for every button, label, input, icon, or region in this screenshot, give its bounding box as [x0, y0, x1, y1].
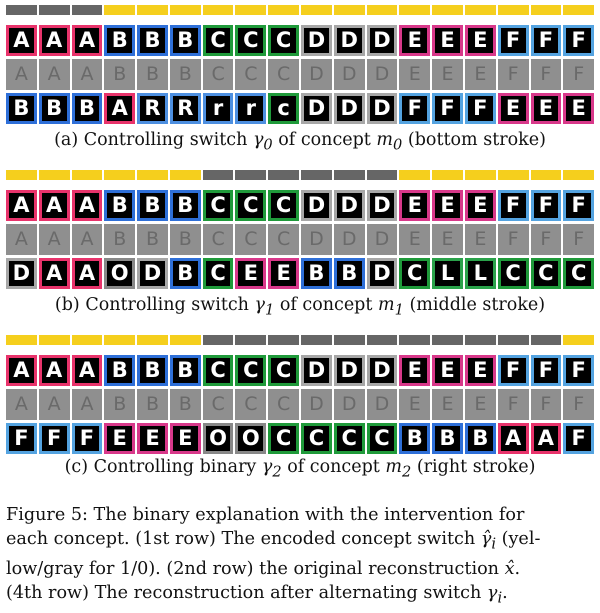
letter-tile: B [170, 258, 201, 289]
caption-prefix: Controlling binary [93, 457, 257, 477]
reconstruction-tile: D [367, 389, 398, 420]
letter-tile: C [268, 190, 299, 221]
letter-tile: C [203, 190, 234, 221]
letter-tile: E [465, 355, 496, 386]
concept-symbol: m [376, 130, 394, 150]
caption-suffix: (right stroke) [416, 457, 536, 477]
switch-off-cell [465, 335, 496, 345]
reconstruction-tile: F [531, 389, 562, 420]
letter-tile: E [399, 355, 430, 386]
letter-tile: C [203, 258, 234, 289]
letter-tile: E [399, 25, 430, 56]
letter-tile: F [531, 190, 562, 221]
reconstruction-tile: C [268, 224, 299, 255]
reconstruction-tile: B [104, 224, 135, 255]
reconstruction-tile: E [432, 59, 463, 90]
reconstruction-tile: F [563, 224, 594, 255]
switch-off-cell [235, 335, 266, 345]
letter-tile: D [301, 93, 332, 124]
letter-tile: C [399, 258, 430, 289]
switch-off-cell [301, 170, 332, 180]
reconstruction-tile: F [498, 59, 529, 90]
reconstruction-tile: A [6, 59, 37, 90]
reconstruction-tile: F [498, 389, 529, 420]
letter-tile: C [498, 258, 529, 289]
caption-text: each concept. (1st row) The encoded concept switch [6, 529, 476, 549]
switch-on-cell [432, 5, 463, 15]
reconstruction-tile: C [268, 59, 299, 90]
switch-on-cell [367, 5, 398, 15]
caption-mid: of concept [287, 457, 380, 477]
letter-tile: E [170, 423, 201, 454]
letter-tile: A [39, 25, 70, 56]
caption-text: (4th row) The reconstruction after alternating switch [6, 582, 482, 603]
letter-tile: F [531, 355, 562, 386]
reconstruction-row [6, 224, 594, 255]
subscript-i: i [497, 589, 503, 607]
letter-tile: C [235, 25, 266, 56]
reconstruction-tile: A [6, 224, 37, 255]
switch-on-cell [137, 5, 168, 15]
reconstruction-row [6, 59, 594, 90]
letter-tile: D [301, 355, 332, 386]
switch-off-cell [235, 170, 266, 180]
letter-tile: B [6, 93, 37, 124]
letter-tile: F [465, 93, 496, 124]
reconstruction-tile: E [432, 389, 463, 420]
reconstruction-tile: A [72, 59, 103, 90]
letter-tile: B [301, 258, 332, 289]
letter-tile: A [72, 355, 103, 386]
switch-on-cell [498, 170, 529, 180]
figure-caption-line-4 [6, 581, 592, 611]
caption-suffix: (bottom stroke) [407, 130, 546, 150]
x-hat-symbol: x̂ [504, 558, 515, 579]
switch-on-cell [170, 335, 201, 345]
letter-tile: A [39, 355, 70, 386]
letter-tile: E [465, 190, 496, 221]
letter-tile: E [465, 25, 496, 56]
letter-tile: B [465, 423, 496, 454]
switch-on-cell [399, 5, 430, 15]
reconstruction-tile: B [137, 59, 168, 90]
reconstruction-tile: A [72, 224, 103, 255]
reconstruction-tile: E [465, 59, 496, 90]
letter-tile: A [72, 258, 103, 289]
letter-tile: D [334, 190, 365, 221]
letter-tile: F [563, 190, 594, 221]
reconstruction-tile: C [203, 389, 234, 420]
switch-on-cell [465, 5, 496, 15]
intervened-row [6, 93, 594, 124]
switch-on-cell [137, 335, 168, 345]
switch-on-cell [203, 5, 234, 15]
letter-tile: C [301, 423, 332, 454]
letter-tile: F [563, 25, 594, 56]
switch-row [6, 5, 594, 15]
reconstruction-tile: F [531, 59, 562, 90]
letter-tile: F [39, 423, 70, 454]
letter-tile: C [235, 190, 266, 221]
caption-label: (b) [54, 295, 80, 315]
switch-off-cell [334, 335, 365, 345]
switch-row [6, 335, 594, 345]
letter-tile: L [465, 258, 496, 289]
reconstruction-tile: B [170, 59, 201, 90]
switch-off-cell [39, 5, 70, 15]
caption-text: . [502, 582, 508, 603]
switch-on-cell [531, 5, 562, 15]
reconstruction-tile: F [498, 224, 529, 255]
letter-tile: E [563, 93, 594, 124]
reconstruction-tile: D [334, 59, 365, 90]
encoded-row [6, 190, 594, 221]
concept-symbol: m [378, 295, 395, 315]
figure-caption-line-1: Figure 5: The binary explanation with the intervention for [6, 505, 525, 525]
letter-tile: C [268, 355, 299, 386]
letter-tile: B [334, 258, 365, 289]
switch-off-cell [203, 335, 234, 345]
reconstruction-row [6, 389, 594, 420]
reconstruction-tile: C [235, 389, 266, 420]
letter-tile: A [72, 190, 103, 221]
letter-tile: D [367, 25, 398, 56]
letter-tile: r [203, 93, 234, 124]
encoded-row [6, 355, 594, 386]
reconstruction-tile: D [301, 224, 332, 255]
switch-on-cell [399, 170, 430, 180]
letter-tile: E [137, 423, 168, 454]
concept-index: 2 [402, 463, 412, 481]
letter-tile: E [235, 258, 266, 289]
reconstruction-tile: B [137, 389, 168, 420]
switch-symbol: γ [261, 457, 273, 477]
letter-tile: E [268, 258, 299, 289]
reconstruction-tile: B [137, 224, 168, 255]
letter-tile: E [432, 190, 463, 221]
gamma-hat-symbol: γ̂ [480, 529, 492, 549]
intervened-row [6, 258, 594, 289]
letter-tile: C [235, 355, 266, 386]
switch-off-cell [432, 335, 463, 345]
subscript-i: i [491, 535, 497, 553]
switch-on-cell [432, 170, 463, 180]
letter-tile: A [39, 258, 70, 289]
switch-off-cell [399, 335, 430, 345]
letter-tile: O [203, 423, 234, 454]
reconstruction-tile: E [432, 224, 463, 255]
letter-tile: D [367, 93, 398, 124]
switch-off-cell [301, 335, 332, 345]
reconstruction-tile: E [399, 59, 430, 90]
caption-mid: of concept [278, 130, 371, 150]
letter-tile: F [498, 25, 529, 56]
letter-tile: C [203, 355, 234, 386]
letter-tile: c [268, 93, 299, 124]
letter-tile: E [104, 423, 135, 454]
figure-caption-line-2 [6, 527, 592, 557]
switch-on-cell [563, 5, 594, 15]
reconstruction-tile: B [170, 224, 201, 255]
caption-prefix: Controlling switch [83, 130, 248, 150]
reconstruction-tile: F [531, 224, 562, 255]
letter-tile: F [72, 423, 103, 454]
letter-tile: R [170, 93, 201, 124]
switch-off-cell [6, 5, 37, 15]
letter-tile: A [498, 423, 529, 454]
letter-tile: D [334, 93, 365, 124]
letter-tile: B [137, 190, 168, 221]
switch-on-cell [39, 170, 70, 180]
caption-label: (a) [54, 130, 79, 150]
caption-text: . [514, 558, 521, 579]
letter-tile: O [104, 258, 135, 289]
letter-tile: A [72, 25, 103, 56]
switch-off-cell [203, 170, 234, 180]
caption-text: (yel- [501, 529, 541, 549]
letter-tile: A [6, 25, 37, 56]
letter-tile: C [268, 423, 299, 454]
switch-symbol: γ [254, 295, 265, 315]
concept-index: 1 [394, 301, 404, 319]
reconstruction-tile: A [39, 224, 70, 255]
letter-tile: A [6, 190, 37, 221]
reconstruction-tile: C [235, 59, 266, 90]
intervened-row [6, 423, 594, 454]
figure-caption [6, 503, 592, 610]
letter-tile: B [104, 355, 135, 386]
letter-tile: B [170, 25, 201, 56]
letter-tile: B [39, 93, 70, 124]
letter-tile: C [367, 423, 398, 454]
switch-row [6, 170, 594, 180]
reconstruction-tile: E [465, 224, 496, 255]
reconstruction-tile: D [301, 59, 332, 90]
letter-tile: D [301, 190, 332, 221]
letter-tile: E [432, 25, 463, 56]
panel-caption [6, 457, 594, 481]
letter-tile: A [531, 423, 562, 454]
letter-tile: F [399, 93, 430, 124]
encoded-row [6, 25, 594, 56]
letter-tile: B [72, 93, 103, 124]
letter-tile: F [432, 93, 463, 124]
switch-off-cell [531, 335, 562, 345]
reconstruction-tile: E [399, 224, 430, 255]
switch-off-cell [268, 170, 299, 180]
switch-on-cell [465, 170, 496, 180]
letter-tile: B [399, 423, 430, 454]
gamma-symbol: γ [486, 582, 498, 603]
switch-on-cell [334, 5, 365, 15]
switch-on-cell [170, 170, 201, 180]
letter-tile: E [432, 355, 463, 386]
letter-tile: F [498, 355, 529, 386]
switch-on-cell [301, 5, 332, 15]
letter-tile: C [563, 258, 594, 289]
switch-on-cell [137, 170, 168, 180]
switch-off-cell [72, 5, 103, 15]
letter-tile: B [170, 355, 201, 386]
caption-mid: of concept [279, 295, 373, 315]
letter-tile: C [268, 25, 299, 56]
reconstruction-tile: D [301, 389, 332, 420]
letter-tile: A [39, 190, 70, 221]
caption-prefix: Controlling switch [85, 295, 249, 315]
switch-on-cell [563, 170, 594, 180]
switch-on-cell [72, 170, 103, 180]
reconstruction-tile: C [268, 389, 299, 420]
switch-on-cell [531, 170, 562, 180]
reconstruction-tile: E [465, 389, 496, 420]
letter-tile: E [498, 93, 529, 124]
letter-tile: D [6, 258, 37, 289]
reconstruction-tile: A [39, 59, 70, 90]
switch-on-cell [498, 5, 529, 15]
panel-caption [6, 295, 594, 319]
letter-tile: D [367, 355, 398, 386]
letter-tile: F [498, 190, 529, 221]
reconstruction-tile: F [563, 59, 594, 90]
letter-tile: L [432, 258, 463, 289]
switch-on-cell [104, 5, 135, 15]
reconstruction-tile: C [203, 59, 234, 90]
letter-tile: F [563, 423, 594, 454]
reconstruction-tile: D [334, 224, 365, 255]
letter-tile: B [104, 25, 135, 56]
reconstruction-tile: E [399, 389, 430, 420]
letter-tile: A [104, 93, 135, 124]
letter-tile: R [137, 93, 168, 124]
switch-symbol: γ [252, 130, 264, 150]
figure-caption-line-3 [6, 557, 592, 581]
letter-tile: F [6, 423, 37, 454]
letter-tile: A [6, 355, 37, 386]
reconstruction-tile: B [104, 59, 135, 90]
letter-tile: F [531, 25, 562, 56]
letter-tile: B [104, 190, 135, 221]
reconstruction-tile: A [6, 389, 37, 420]
letter-tile: B [137, 355, 168, 386]
switch-on-cell [104, 335, 135, 345]
switch-on-cell [235, 5, 266, 15]
switch-on-cell [563, 335, 594, 345]
caption-label: (c) [64, 457, 89, 477]
switch-off-cell [334, 170, 365, 180]
reconstruction-tile: D [367, 59, 398, 90]
letter-tile: D [367, 258, 398, 289]
switch-index: 1 [264, 301, 275, 319]
letter-tile: C [334, 423, 365, 454]
reconstruction-tile: C [235, 224, 266, 255]
reconstruction-tile: A [39, 389, 70, 420]
concept-index: 0 [393, 136, 403, 154]
letter-tile: D [137, 258, 168, 289]
letter-tile: B [170, 190, 201, 221]
caption-text: low/gray for 1/0). (2nd row) the original reconstruction [6, 558, 500, 579]
switch-on-cell [268, 5, 299, 15]
reconstruction-tile: B [104, 389, 135, 420]
reconstruction-tile: A [72, 389, 103, 420]
switch-on-cell [39, 335, 70, 345]
switch-on-cell [6, 335, 37, 345]
switch-off-cell [367, 335, 398, 345]
switch-index: 2 [272, 463, 282, 481]
letter-tile: D [334, 25, 365, 56]
switch-off-cell [367, 170, 398, 180]
reconstruction-tile: D [334, 389, 365, 420]
letter-tile: D [301, 25, 332, 56]
reconstruction-tile: B [170, 389, 201, 420]
letter-tile: C [203, 25, 234, 56]
switch-on-cell [104, 170, 135, 180]
reconstruction-tile: C [203, 224, 234, 255]
switch-on-cell [72, 335, 103, 345]
caption-suffix: (middle stroke) [409, 295, 546, 315]
letter-tile: B [137, 25, 168, 56]
switch-index: 0 [263, 136, 273, 154]
reconstruction-tile: D [367, 224, 398, 255]
letter-tile: F [563, 355, 594, 386]
concept-symbol: m [385, 457, 402, 477]
switch-off-cell [498, 335, 529, 345]
switch-on-cell [170, 5, 201, 15]
panel-caption [6, 130, 594, 154]
letter-tile: D [334, 355, 365, 386]
switch-on-cell [6, 170, 37, 180]
switch-off-cell [268, 335, 299, 345]
reconstruction-tile: F [563, 389, 594, 420]
letter-tile: r [235, 93, 266, 124]
letter-tile: C [531, 258, 562, 289]
letter-tile: O [235, 423, 266, 454]
letter-tile: D [367, 190, 398, 221]
letter-tile: E [399, 190, 430, 221]
letter-tile: E [531, 93, 562, 124]
letter-tile: B [432, 423, 463, 454]
